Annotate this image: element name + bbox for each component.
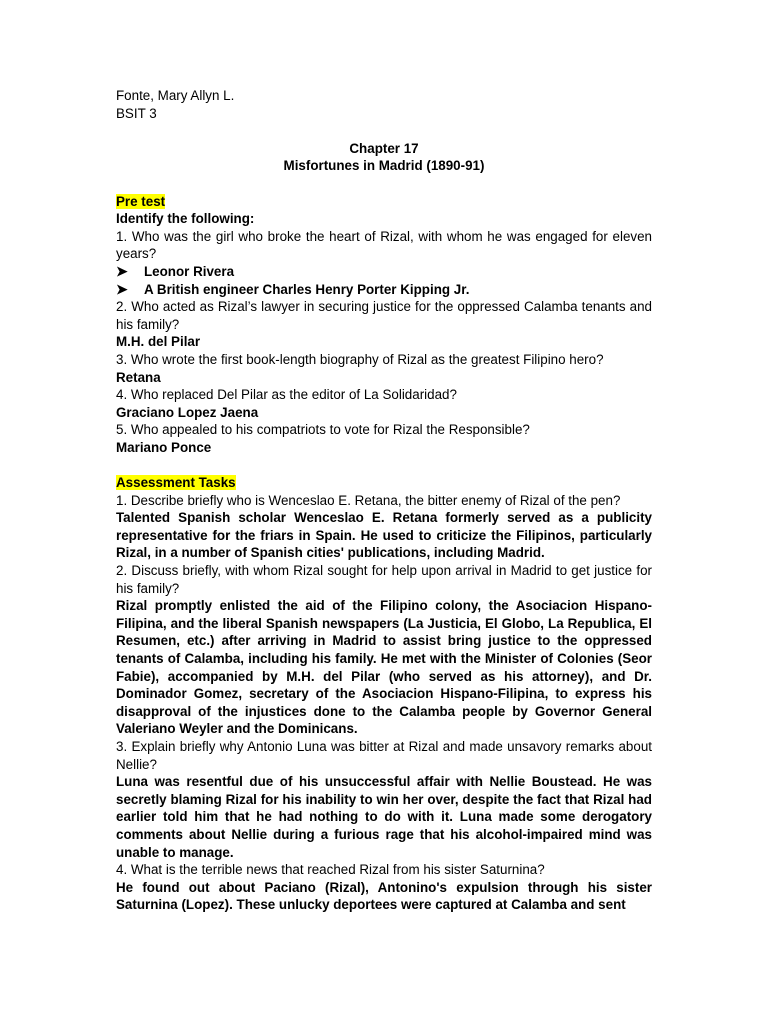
spacer <box>116 175 652 193</box>
pretest-bullet-2 <box>116 281 652 299</box>
arrow-bullet-icon: ➤ <box>116 262 128 279</box>
assessment-question-4: 4. What is the terrible news that reached Rizal from his sister Saturnina? <box>116 862 545 878</box>
assessment-question-1: 1. Describe briefly who is Wenceslao E. Retana, the bitter enemy of Rizal of the pen? <box>116 492 621 508</box>
chapter-subtitle: Misfortunes in Madrid (1890-91) <box>283 158 485 174</box>
pretest-question-5: 5. Who appealed to his compatriots to vote for Rizal the Responsible? <box>116 422 530 438</box>
pretest-answer-4: Graciano Lopez Jaena <box>116 404 259 420</box>
assessment-answer-1: Talented Spanish scholar Wenceslao E. Retana formerly served as a publicity representative for the friars in Spain. He used to criticize the Filipinos, particularly Rizal, in a number of Spanish cities' publications, including Madrid. <box>116 510 652 561</box>
spacer <box>116 122 652 140</box>
student-course: BSIT 3 <box>116 105 157 121</box>
spacer <box>116 456 652 474</box>
assessment-answer-4: He found out about Paciano (Rizal), Antonino's expulsion through his sister Saturnina (Lopez). These unlucky deportees were captured at Calamba and sent <box>116 879 652 913</box>
assessment-answer-2: Rizal promptly enlisted the aid of the Filipino colony, the Asociacion Hispano-Filipina, and the liberal Spanish newspapers (La Justicia, El Globo, La Republica, El Resumen, etc.) after arriving in Madrid to assist bring justice to the oppressed tenants of Calamba, including his family. He met with the Minister of Colonies (Seor Fabie), accompanied by M.H. del Pilar (who served as his attorney), and Dr. Dominador Gomez, secretary of the Asociacion Hispano-Filipina, to express his disapproval of the injustices done to the Calamba people by Governor General Valeriano Weyler and the Dominicans. <box>116 598 652 737</box>
chapter-title: Chapter 17 <box>349 140 419 156</box>
pretest-question-1: 1. Who was the girl who broke the heart of Rizal, with whom he was engaged for eleven years? <box>116 228 652 262</box>
document-page <box>116 87 652 914</box>
pretest-heading: Pre test <box>116 193 166 209</box>
pretest-instruction: Identify the following: <box>116 211 255 227</box>
arrow-bullet-icon: ➤ <box>116 280 128 297</box>
bullet-text: Leonor Rivera <box>144 263 235 279</box>
bullet-text: A British engineer Charles Henry Porter Kipping Jr. <box>144 281 470 297</box>
pretest-bullet-1 <box>116 263 652 281</box>
pretest-question-2: 2. Who acted as Rizal’s lawyer in securing justice for the oppressed Calamba tenants and his family? <box>116 299 652 332</box>
pretest-question-3: 3. Who wrote the first book-length biography of Rizal as the greatest Filipino hero? <box>116 351 604 367</box>
assessment-question-3: 3. Explain briefly why Antonio Luna was bitter at Rizal and made unsavory remarks about Nellie? <box>116 738 652 772</box>
pretest-answer-3: Retana <box>116 369 161 385</box>
pretest-answer-5: Mariano Ponce <box>116 439 212 455</box>
assessment-answer-3: Luna was resentful due of his unsuccessful affair with Nellie Boustead. He was secretly blaming Rizal for his inability to win her over, despite the fact that Rizal had earlier told him that he had nothing to do with it. Luna made some derogatory comments about Nellie during a furious rage that his alcohol-impaired mind was unable to manage. <box>116 774 652 860</box>
assessment-question-2: 2. Discuss briefly, with whom Rizal sought for help upon arrival in Madrid to get justice for his family? <box>116 563 652 596</box>
pretest-answer-2: M.H. del Pilar <box>116 334 201 350</box>
pretest-question-4: 4. Who replaced Del Pilar as the editor of La Solidaridad? <box>116 387 457 403</box>
student-name: Fonte, Mary Allyn L. <box>116 88 235 103</box>
assessment-heading: Assessment Tasks <box>116 475 236 491</box>
